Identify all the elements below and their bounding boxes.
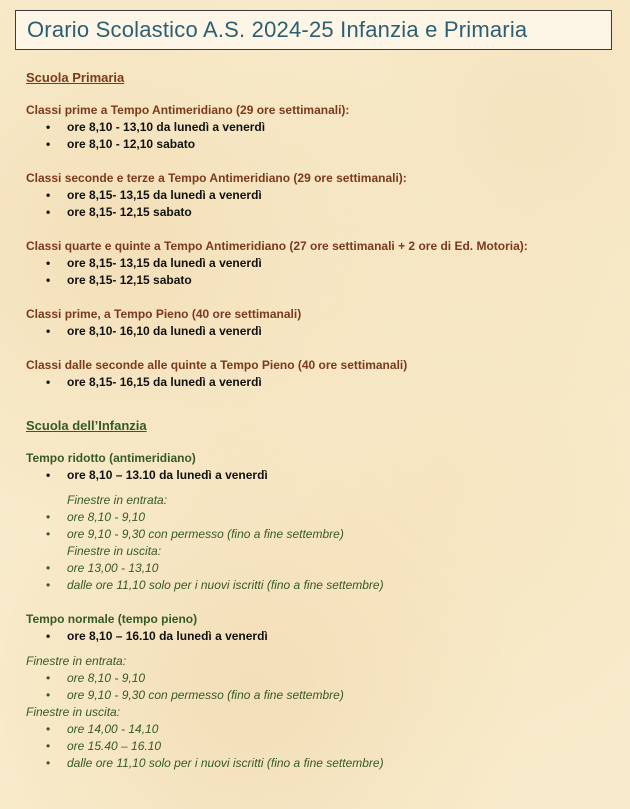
list-item: • ore 8,15- 12,15 sabato bbox=[26, 272, 621, 289]
uscita-list bbox=[26, 560, 621, 594]
list-item: • dalle ore 11,10 solo per i nuovi iscritti (fino a fine settembre) bbox=[26, 755, 621, 772]
group-title: Classi quarte e quinte a Tempo Antimeridiano (27 ore settimanali + 2 ore di Ed. Motoria): bbox=[26, 239, 528, 253]
content bbox=[26, 70, 621, 772]
list-item: • ore 13,00 - 13,10 bbox=[26, 560, 621, 577]
list-item: • ore 15.40 – 16.10 bbox=[26, 738, 621, 755]
schedule-list bbox=[26, 255, 621, 289]
schedule-list bbox=[26, 187, 621, 221]
group-title: Classi dalle seconde alle quinte a Tempo Pieno (40 ore settimanali) bbox=[26, 358, 408, 372]
uscita-list bbox=[26, 721, 621, 772]
entrata-list bbox=[26, 509, 621, 543]
entrata-label: Finestre in entrata: bbox=[26, 654, 127, 668]
group-title: Tempo ridotto (antimeridiano) bbox=[26, 451, 196, 465]
schedule-list bbox=[26, 374, 621, 391]
list-item: • ore 8,10 – 16.10 da lunedì a venerdì bbox=[26, 628, 621, 645]
list-item: • ore 8,15- 12,15 sabato bbox=[26, 204, 621, 221]
list-item: • ore 8,10 - 9,10 bbox=[26, 670, 621, 687]
section-heading-primaria: Scuola Primaria bbox=[26, 70, 125, 85]
list-item: • ore 9,10 - 9,30 con permesso (fino a fine settembre) bbox=[26, 687, 621, 704]
uscita-label: Finestre in uscita: bbox=[67, 544, 162, 558]
page-title: Orario Scolastico A.S. 2024-25 Infanzia e Primaria bbox=[27, 17, 528, 42]
group-title: Classi seconde e terze a Tempo Antimeridiano (29 ore settimanali): bbox=[26, 171, 407, 185]
entrata-label: Finestre in entrata: bbox=[67, 493, 168, 507]
list-item: • ore 8,10 – 13.10 da lunedì a venerdì bbox=[26, 467, 621, 484]
list-item: • ore 8,15- 16,15 da lunedì a venerdì bbox=[26, 374, 621, 391]
schedule-list bbox=[26, 119, 621, 153]
entrata-list bbox=[26, 670, 621, 704]
list-item: • ore 8,10 - 12,10 sabato bbox=[26, 136, 621, 153]
list-item: • ore 8,10 - 9,10 bbox=[26, 509, 621, 526]
schedule-list bbox=[26, 628, 621, 645]
title-box bbox=[15, 10, 612, 50]
list-item: • ore 14,00 - 14,10 bbox=[26, 721, 621, 738]
section-heading-infanzia: Scuola dell’Infanzia bbox=[26, 418, 147, 433]
list-item: • ore 8,15- 13,15 da lunedì a venerdì bbox=[26, 255, 621, 272]
schedule-list bbox=[26, 467, 621, 484]
list-item: • dalle ore 11,10 solo per i nuovi iscritti (fino a fine settembre) bbox=[26, 577, 621, 594]
group-title: Classi prime a Tempo Antimeridiano (29 ore settimanali): bbox=[26, 103, 350, 117]
group-title: Classi prime, a Tempo Pieno (40 ore settimanali) bbox=[26, 307, 302, 321]
list-item: • ore 9,10 - 9,30 con permesso (fino a fine settembre) bbox=[26, 526, 621, 543]
list-item: • ore 8,15- 13,15 da lunedì a venerdì bbox=[26, 187, 621, 204]
schedule-list bbox=[26, 323, 621, 340]
list-item: • ore 8,10- 16,10 da lunedì a venerdì bbox=[26, 323, 621, 340]
uscita-label: Finestre in uscita: bbox=[26, 705, 121, 719]
group-title: Tempo normale (tempo pieno) bbox=[26, 612, 198, 626]
list-item: • ore 8,10 - 13,10 da lunedì a venerdì bbox=[26, 119, 621, 136]
